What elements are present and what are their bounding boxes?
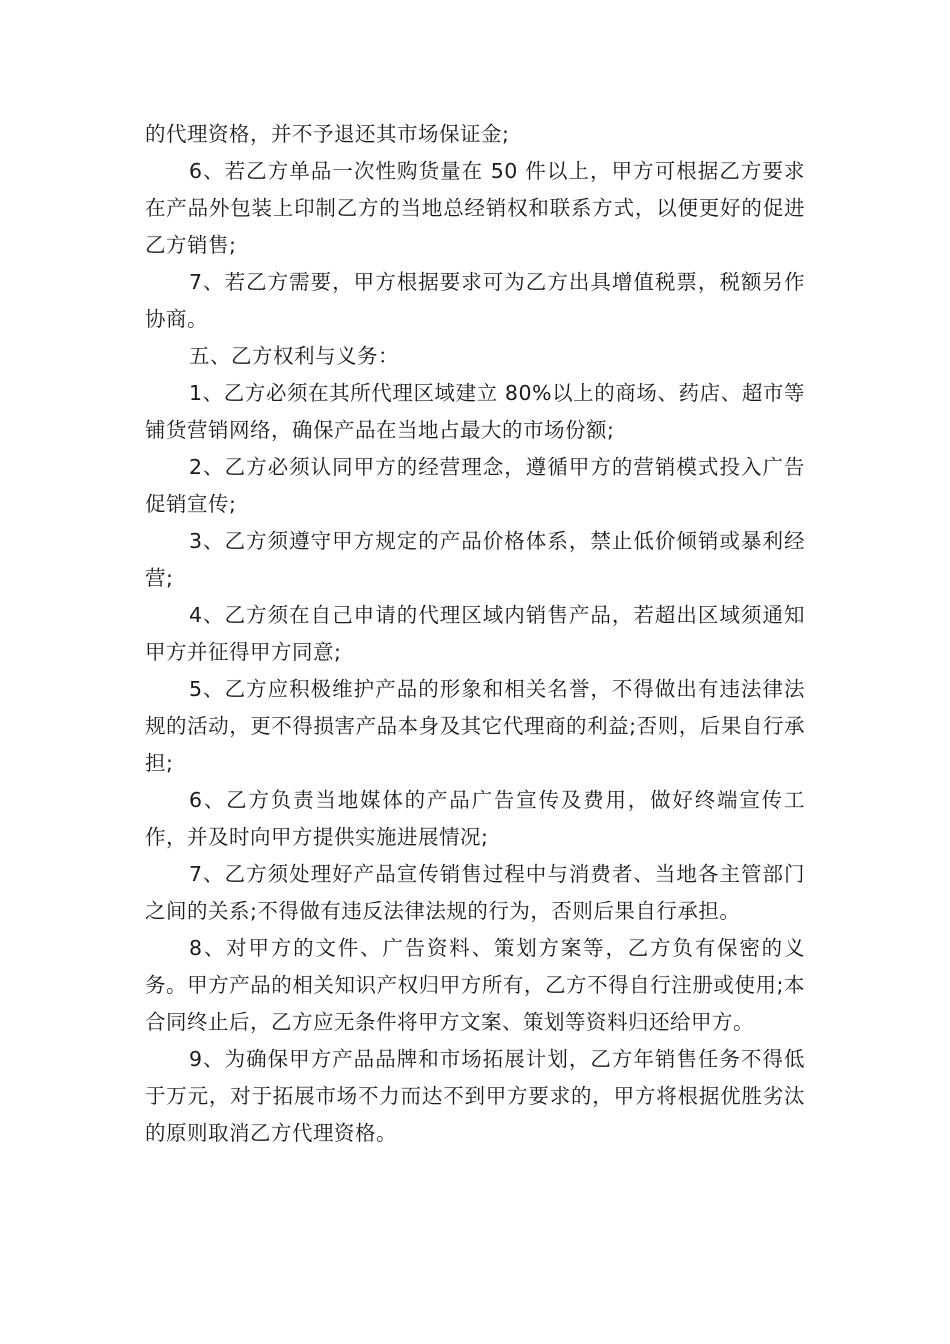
paragraph-clause-yi-5: 5、乙方应积极维护产品的形象和相关名誉，不得做出有违法律法规的活动，更不得损害产品本身及其它代理商的利益;否则，后果自行承担; (145, 677, 805, 775)
paragraph-clause-jia-7: 7、若乙方需要，甲方根据要求可为乙方出具增值税票，税额另作协商。 (145, 270, 805, 331)
paragraph-clause-yi-8: 8、对甲方的文件、广告资料、策划方案等，乙方负有保密的义务。甲方产品的相关知识产权归甲方所有，乙方不得自行注册或使用;本合同终止后，乙方应无条件将甲方文案、策划等资料归还给甲方。 (145, 936, 805, 1034)
paragraph-clause-yi-3: 3、乙方须遵守甲方规定的产品价格体系，禁止低价倾销或暴利经营; (145, 529, 805, 590)
paragraph-continuation: 的代理资格，并不予退还其市场保证金; (145, 122, 510, 146)
paragraph-clause-yi-6: 6、乙方负责当地媒体的产品广告宣传及费用，做好终端宣传工作，并及时向甲方提供实施进展情况; (145, 788, 805, 849)
paragraph-clause-jia-6: 6、若乙方单品一次性购货量在 50 件以上，甲方可根据乙方要求在产品外包装上印制乙方的当地总经销权和联系方式，以便更好的促进乙方销售; (145, 159, 805, 257)
document-body (145, 116, 805, 1152)
paragraph-clause-yi-9: 9、为确保甲方产品品牌和市场拓展计划，乙方年销售任务不得低于万元，对于拓展市场不力而达不到甲方要求的，甲方将根据优胜劣汰的原则取消乙方代理资格。 (145, 1047, 805, 1145)
section-heading-yi-rights: 五、乙方权利与义务： (189, 344, 399, 368)
paragraph-clause-yi-1: 1、乙方必须在其所代理区域建立 80%以上的商场、药店、超市等铺货营销网络，确保产品在当地占最大的市场份额; (145, 381, 805, 442)
paragraph-clause-yi-4: 4、乙方须在自己申请的代理区域内销售产品，若超出区域须通知甲方并征得甲方同意; (145, 603, 805, 664)
paragraph-clause-yi-7: 7、乙方须处理好产品宣传销售过程中与消费者、当地各主管部门之间的关系;不得做有违反法律法规的行为，否则后果自行承担。 (145, 862, 805, 923)
paragraph-clause-yi-2: 2、乙方必须认同甲方的经营理念，遵循甲方的营销模式投入广告促销宣传; (145, 455, 805, 516)
